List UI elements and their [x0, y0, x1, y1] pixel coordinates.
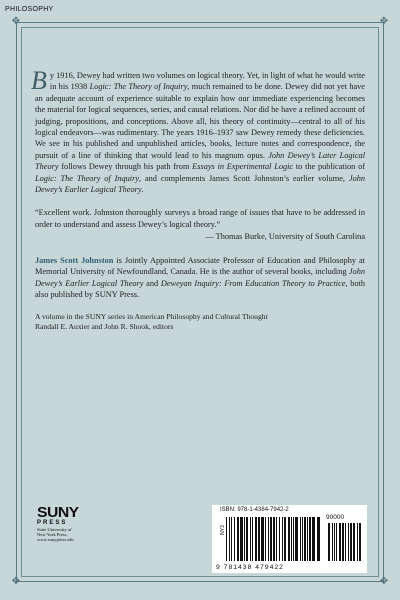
- bio-segment: is Jointly Appointed Associate Professor of Education and Philosophy at Memorial University of Newfoundland, Canada. He is the author of several books, including: [35, 255, 365, 277]
- description-segment: John Dewey’s Earlier Logical Theory: [35, 173, 365, 195]
- publisher-line: New York Press: [37, 532, 67, 538]
- side-code: NY3: [219, 525, 226, 535]
- description-segment: Logic: The Theory of Inquiry: [89, 82, 188, 92]
- description-segment: John Dewey’s Later Logical Theory: [35, 150, 365, 172]
- series-note: [35, 312, 365, 332]
- ornament-icon: ✥: [11, 576, 21, 587]
- back-cover-text: [31, 66, 366, 332]
- author-name: James Scott Johnston: [35, 255, 114, 265]
- endorsement-quote: “Excellent work. Johnston thoroughly surveys a broad range of issues that have to be addressed in order to understand and assess Dewey’s logical theory.”: [35, 208, 365, 229]
- publisher-line: State University of: [37, 527, 72, 532]
- barcode-icon: [224, 517, 364, 563]
- bio-segment: , both also published by SUNY Press.: [35, 278, 366, 299]
- barcode-panel: [212, 505, 367, 573]
- logo-press-label: PRESS: [37, 520, 68, 526]
- description-segment: y 1916, Dewey had written two volumes on logical theory. Yet, in light of what he would write in his 1938: [49, 71, 365, 92]
- ornament-icon: ✥: [11, 16, 21, 27]
- ornament-icon: ✥: [379, 16, 389, 27]
- isbn-label: ISBN: 978-1-4384-7942-2: [220, 507, 289, 513]
- author-bio: [35, 255, 365, 301]
- description-segment: , much remained to be done. Dewey did not yet have an adequate account of experience suitable to explain how our immediate experiencing becomes the material for logical sequences, series, and causal relations. Nor did he have a refined account of judging, propositions, and conceptions. Above all, his theory of continuity—central to all of his logical endeavors—was rudimentary. The years 1916–1937 saw Dewey remedy these deficiencies. We see in his published and unpublished articles, books, lecture notes and correspondence, the pursuit of a line of thinking that would lead to his magnum opus.: [35, 82, 365, 160]
- series-editors: Randall E. Auxier and John R. Shook, editors: [35, 322, 174, 332]
- description-segment: Essays in Experimental Logic: [192, 162, 294, 172]
- description-segment: .: [141, 185, 144, 195]
- description-segment: to the publication of: [293, 162, 365, 172]
- logo-wordmark: SUNY: [37, 504, 79, 521]
- publisher-logo: [37, 505, 97, 543]
- publisher-url: www.sunypress.edu: [37, 537, 74, 543]
- bio-segment: and: [143, 278, 161, 288]
- ornament-icon: ✥: [379, 576, 389, 587]
- description-segment: , and complements James Scott Johnston’s earlier volume,: [139, 173, 349, 183]
- category-label: PHILOSOPHY: [5, 6, 54, 13]
- endorsement-attribution: — Thomas Burke, University of South Carolina: [205, 232, 365, 242]
- barcode-digits: 9 781438 479422: [216, 564, 284, 571]
- description-body: [35, 71, 365, 194]
- description-segment: follows Dewey through his path from: [58, 162, 193, 172]
- price-code: 90000: [326, 514, 345, 521]
- bio-segment: Deweyan Inquiry: From Education Theory to Practice: [160, 278, 346, 288]
- book-description: [31, 66, 365, 195]
- series-line: A volume in the SUNY series in American Philosophy and Cultural Thought: [35, 312, 268, 322]
- drop-cap: B: [31, 66, 47, 95]
- description-segment: Logic: The Theory of Inquiry: [35, 173, 140, 183]
- bio-segment: John Dewey’s Earlier Logical Theory: [35, 267, 365, 288]
